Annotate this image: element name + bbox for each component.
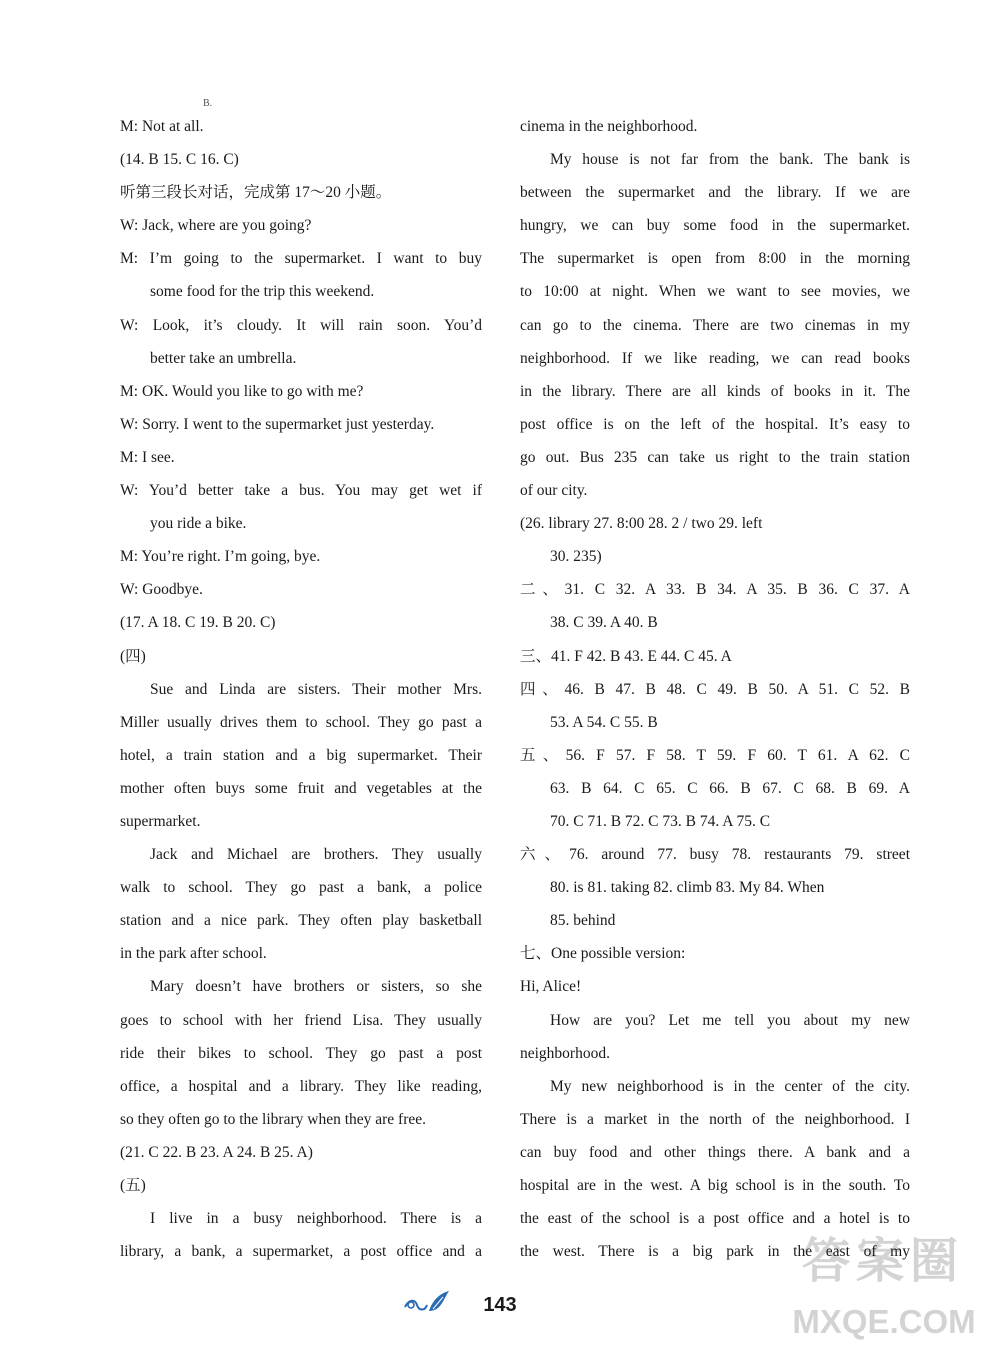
text-line: W: Look, it’s cloudy. It will rain soon. You’d	[120, 316, 482, 334]
text-line: My house is not far from the bank. The bank is	[550, 151, 910, 169]
text-line: I live in a busy neighborhood. There is a	[150, 1210, 482, 1228]
watermark-title: 答案圈	[801, 1233, 964, 1289]
text-line: neighborhood.	[520, 1044, 610, 1062]
text-line: to 10:00 at night. When we want to see movies, we	[520, 283, 910, 301]
text-line: 听第三段长对话，完成第 17～20 小题。	[120, 184, 392, 202]
text-line: Miller usually drives them to school. They go past a	[120, 713, 482, 731]
text-line: W: Jack, where are you going?	[120, 217, 312, 235]
text-line: W: You’d better take a bus. You may get wet if	[120, 482, 482, 500]
text-line: W: Sorry. I went to the supermarket just yesterday.	[120, 415, 435, 433]
text-line: M: Not at all.	[120, 118, 204, 135]
text-line: Hi, Alice!	[520, 978, 582, 996]
text-line: How are you? Let me tell you about my new	[550, 1011, 910, 1029]
text-line: There is a market in the north of the neighborhood. I	[520, 1110, 910, 1128]
text-line: neighborhood. If we like reading, we can read books	[520, 349, 910, 367]
text-line: hospital are in the west. A big school is in the south. To	[520, 1177, 910, 1194]
text-line: M: OK. Would you like to go with me?	[120, 382, 364, 400]
text-line: hungry, we can buy some food in the supermarket.	[520, 217, 910, 235]
text-line: 70. C 71. B 72. C 73. B 74. A 75. C	[550, 812, 771, 830]
text-line: (26. library 27. 8:00 28. 2 / two 29. left	[520, 515, 763, 533]
text-line: M: I see.	[120, 448, 175, 466]
watermark-url: MXQE.COM	[792, 1303, 976, 1340]
text-line: hotel, a train station and a big supermarket. Their	[120, 746, 482, 764]
text-line: My new neighborhood is in the center of the city.	[550, 1077, 910, 1095]
text-line: 85. behind	[550, 912, 616, 930]
text-line: (21. C 22. B 23. A 24. B 25. A)	[120, 1143, 313, 1161]
text-line: goes to school with her friend Lisa. They usually	[120, 1011, 482, 1029]
text-line: can go to the cinema. There are two cinemas in my	[520, 316, 910, 334]
text-line: (五)	[120, 1177, 146, 1194]
text-line: 七、One possible version:	[520, 945, 686, 963]
left-column	[120, 110, 482, 1268]
text-line: 38. C 39. A 40. B	[550, 614, 658, 632]
text-line: 80. is 81. taking 82. climb 83. My 84. When	[550, 879, 825, 897]
text-line: of our city.	[520, 482, 588, 500]
text-line: walk to school. They go past a bank, a police	[120, 879, 482, 897]
text-line: in the library. There are all kinds of books in it. The	[520, 382, 910, 400]
text-line: 63. B 64. C 65. C 66. B 67. C 68. B 69. A	[550, 779, 910, 797]
text-line: mother often buys some fruit and vegetables at the	[120, 779, 482, 797]
text-line: The supermarket is open from 8:00 in the morning	[520, 250, 910, 268]
text-line: better take an umbrella.	[150, 349, 297, 367]
text-line: so they often go to the library when they are free.	[120, 1110, 427, 1128]
text-line: go out. Bus 235 can take us right to the train station	[520, 448, 910, 466]
text-line: station and a nice park. They often play basketball	[120, 912, 482, 930]
text-line: M: You’re right. I’m going, bye.	[120, 548, 321, 566]
text-line: library, a bank, a supermarket, a post office and a	[120, 1243, 482, 1261]
text-line: 四、46. B 47. B 48. C 49. B 50. A 51. C 52. B	[520, 680, 910, 698]
text-line: between the supermarket and the library. If we are	[520, 184, 910, 202]
text-line: W: Goodbye.	[120, 581, 203, 599]
text-line: post office is on the left of the hospital. It’s easy to	[520, 415, 910, 433]
text-line: 六、76. around 77. busy 78. restaurants 79. street	[520, 846, 910, 864]
text-line: Jack and Michael are brothers. They usually	[150, 846, 482, 864]
text-line: 30. 235)	[550, 548, 602, 566]
text-line: in the park after school.	[120, 945, 267, 963]
text-line: Mary doesn’t have brothers or sisters, so she	[150, 978, 482, 996]
text-line: office, a hospital and a library. They like reading,	[120, 1077, 482, 1095]
text-line: (四)	[120, 647, 146, 665]
text-line: the west. There is a big park in the east of my	[520, 1243, 910, 1261]
text-line: the east of the school is a post office and a hotel is to	[520, 1210, 910, 1228]
text-line: 五、56. F 57. F 58. T 59. F 60. T 61. A 62. C	[520, 746, 910, 764]
text-line: you ride a bike.	[150, 515, 247, 533]
text-line: (17. A 18. C 19. B 20. C)	[120, 614, 276, 632]
text-line: 二、31. C 32. A 33. B 34. A 35. B 36. C 37. A	[520, 581, 910, 599]
text-line: 三、41. F 42. B 43. E 44. C 45. A	[520, 647, 732, 665]
text-line: Sue and Linda are sisters. Their mother Mrs.	[150, 680, 482, 698]
text-line: cinema in the neighborhood.	[520, 118, 698, 135]
text-line: M: I’m going to the supermarket. I want to buy	[120, 250, 482, 268]
text-line: can buy food and other things there. A bank and a	[520, 1143, 910, 1161]
text-line: (14. B 15. C 16. C)	[120, 151, 239, 169]
text-line: ride their bikes to school. They go past a post	[120, 1044, 482, 1062]
text-line: 53. A 54. C 55. B	[550, 713, 658, 731]
text-line: some food for the trip this weekend.	[150, 283, 375, 301]
watermark	[768, 1218, 1000, 1349]
right-column	[520, 110, 910, 1268]
stray-mark: B.	[203, 98, 213, 109]
page-number: 143	[483, 1294, 517, 1316]
text-line: supermarket.	[120, 812, 201, 830]
